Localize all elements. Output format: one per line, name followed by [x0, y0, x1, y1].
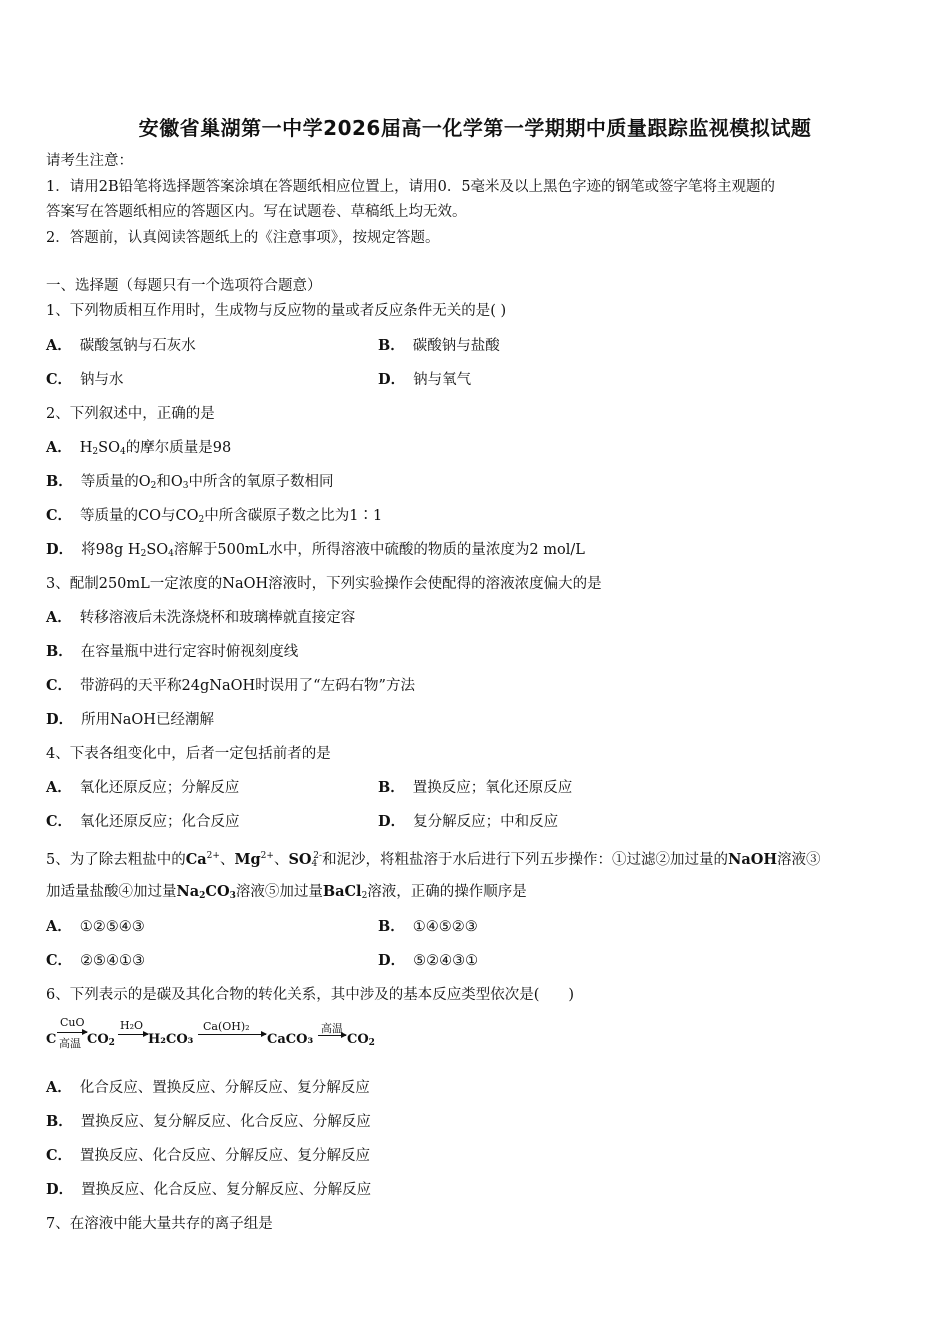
- question-1-option-b[interactable]: B． 碳酸钠与盐酸: [378, 337, 500, 354]
- question-6-option-c[interactable]: C． 置换反应、化合反应、分解反应、复分解反应: [46, 1147, 371, 1164]
- chain-gaowen-1: 高温: [59, 1037, 81, 1050]
- chain-cuo: CuO: [60, 1016, 85, 1029]
- question-6-option-b[interactable]: B． 置换反应、复分解反应、化合反应、分解反应: [46, 1113, 371, 1130]
- question-5-option-c[interactable]: C． ②⑤④①③: [46, 952, 146, 969]
- chain-gaowen-2: 高温: [321, 1022, 343, 1035]
- question-4-option-c[interactable]: C． 氧化还原反应；化合反应: [46, 813, 240, 830]
- question-2-option-b[interactable]: B． 等质量的$O_2$和$O_3$中所含的氧原子数相同: [46, 473, 334, 491]
- question-1-option-d[interactable]: D． 钠与氧气: [378, 371, 472, 388]
- question-2-option-d[interactable]: D． 将98g $H_2SO_4$溶解于500mL水中，所得溶液中硫酸的物质的量浓度为2 mol/L: [46, 541, 585, 559]
- notice-line-2: 答案写在答题纸相应的答题区内。写在试题卷、草稿纸上均无效。: [46, 204, 467, 220]
- arrow-3: [198, 1034, 266, 1035]
- question-5-option-a[interactable]: A． ①②⑤④③: [46, 918, 145, 935]
- chain-c: C: [46, 1032, 57, 1047]
- question-2-stem: 2、下列叙述中，正确的是: [46, 406, 215, 422]
- chain-co2-2: $CO_2$: [347, 1032, 375, 1048]
- question-1-option-c[interactable]: C． 钠与水: [46, 371, 124, 388]
- question-3-option-a[interactable]: A． 转移溶液后未洗涤烧杯和玻璃棒就直接定容: [46, 609, 356, 626]
- chain-h2o: H₂O: [120, 1019, 144, 1032]
- section-heading: 一、选择题（每题只有一个选项符合题意）: [46, 278, 322, 294]
- question-5-stem-line-1: 5、为了除去粗盐中的$Ca^{2+}$、$Mg^{2+}$、$SO_4^{2-}$和泥沙，将粗盐溶于水后进行下列五步操作：①过滤②加过量的NaOH溶液③: [46, 851, 821, 869]
- question-6-option-d[interactable]: D． 置换反应、化合反应、复分解反应、分解反应: [46, 1181, 372, 1198]
- question-6-stem: 6、下列表示的是碳及其化合物的转化关系，其中涉及的基本反应类型依次是( ): [46, 987, 575, 1003]
- question-5-option-d[interactable]: D． ⑤②④③①: [378, 952, 479, 969]
- question-1-option-a[interactable]: A． 碳酸氢钠与石灰水: [46, 337, 196, 354]
- question-3-option-c[interactable]: C． 带游码的天平称24gNaOH时误用了“左码右物”方法: [46, 677, 415, 694]
- question-5-option-b[interactable]: B． ①④⑤②③: [378, 918, 478, 935]
- notice-line-3: 2．答题前，认真阅读答题纸上的《注意事项》，按规定答题。: [46, 230, 440, 246]
- chain-caco3: CaCO₃: [267, 1032, 314, 1047]
- question-1-stem: 1、下列物质相互作用时，生成物与反应物的量或者反应条件无关的是( ): [46, 303, 507, 319]
- question-6-option-a[interactable]: A． 化合反应、置换反应、分解反应、复分解反应: [46, 1079, 370, 1096]
- question-3-option-d[interactable]: D． 所用NaOH已经潮解: [46, 711, 214, 728]
- arrow-2: [118, 1034, 148, 1035]
- chain-h2co3: H₂CO₃: [148, 1032, 194, 1047]
- notice-line-1: 1．请用2B铅笔将选择题答案涂填在答题纸相应位置上，请用0．5毫米及以上黑色字迹的钢笔或签字笔将主观题的: [46, 179, 776, 195]
- chain-caoh2: Ca(OH)₂: [203, 1020, 250, 1033]
- chain-co2-1: $CO_2$: [87, 1032, 115, 1048]
- question-3-stem: 3、配制250mL一定浓度的NaOH溶液时，下列实验操作会使配得的溶液浓度偏大的是: [46, 576, 602, 592]
- question-2-option-a[interactable]: A． $H_2SO_4$的摩尔质量是98: [46, 439, 232, 457]
- notice-heading: 请考生注意：: [46, 153, 133, 169]
- arrow-4: [318, 1035, 346, 1036]
- page-title: 安徽省巢湖第一中学2026届高一化学第一学期期中质量跟踪监视模拟试题: [138, 116, 812, 140]
- question-4-option-a[interactable]: A． 氧化还原反应；分解反应: [46, 779, 240, 796]
- question-4-stem: 4、下表各组变化中，后者一定包括前者的是: [46, 746, 331, 762]
- arrow-1: [57, 1032, 87, 1033]
- question-4-option-d[interactable]: D． 复分解反应；中和反应: [378, 813, 559, 830]
- question-3-option-b[interactable]: B． 在容量瓶中进行定容时俯视刻度线: [46, 643, 299, 660]
- carbon-conversion-chain: [46, 1014, 466, 1058]
- question-2-option-c[interactable]: C． 等质量的CO与$CO_2$中所含碳原子数之比为1∶1: [46, 507, 383, 525]
- question-7-stem: 7、在溶液中能大量共存的离子组是: [46, 1216, 273, 1232]
- question-5-stem-line-2: 加适量盐酸④加过量$Na_2CO_3$溶液⑤加过量BaCl$_2$溶液，正确的操作顺序是: [46, 883, 527, 901]
- question-4-option-b[interactable]: B． 置换反应；氧化还原反应: [378, 779, 573, 796]
